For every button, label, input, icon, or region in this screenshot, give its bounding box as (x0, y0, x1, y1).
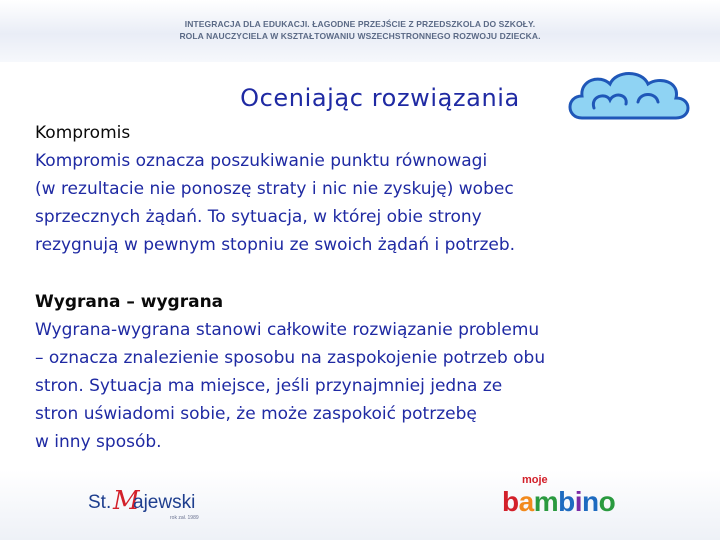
logo-letter: a (518, 486, 534, 517)
logo-signature-m: M (113, 486, 140, 516)
text-line: Wygrana-wygrana stanowi całkowite rozwiązanie problemu (35, 320, 540, 340)
logo-letter: o (598, 486, 616, 517)
header-line-1: INTEGRACJA DLA EDUKACJI. ŁAGODNE PRZEJŚCIE Z PRZEDSZKOLA DO SZKOŁY. (184, 19, 536, 29)
text-line: stron uświadomi sobie, że może zaspokoić potrzebę (35, 404, 477, 424)
text-line: – oznacza znalezienie sposobu na zaspokojenie potrzeb obu (35, 348, 546, 368)
header-line-2: ROLA NAUCZYCIELA W KSZTAŁTOWANIU WSZECHSTRONNEGO ROZWOJU DZIECKA. (179, 31, 541, 41)
logo-bambino (502, 486, 615, 518)
logo-letter: b (558, 486, 575, 517)
st-majewski-logo (88, 488, 218, 528)
section-wygrana-wygrana (35, 288, 705, 456)
moje-bambino-logo (500, 474, 632, 526)
logo-name: ajewski (133, 492, 196, 513)
logo-st: St. (88, 492, 112, 513)
text-line: stron. Sytuacja ma miejsce, jeśli przynajmniej jedna ze (35, 376, 503, 396)
section-kompromis (35, 119, 705, 259)
section-heading: Wygrana – wygrana (35, 292, 224, 312)
text-line: rezygnują w pewnym stopniu ze swoich żądań i potrzeb. (35, 235, 516, 255)
logo-tagline: rok zał. 1989 (170, 515, 199, 521)
text-line: (w rezultacie nie ponoszę straty i nic nie zyskuję) wobec (35, 179, 514, 199)
logo-letter: b (502, 486, 519, 517)
text-line: w inny sposób. (35, 432, 162, 452)
logo-letter: i (574, 486, 582, 517)
section-heading: Kompromis (35, 123, 131, 143)
slide-title: Oceniając rozwiązania (240, 84, 520, 112)
header-text (0, 18, 720, 42)
logo-letter: n (581, 486, 599, 517)
logo-letter: m (533, 486, 559, 517)
text-line: Kompromis oznacza poszukiwanie punktu równowagi (35, 151, 488, 171)
text-line: sprzecznych żądań. To sytuacja, w której obie strony (35, 207, 482, 227)
logo-moje: moje (522, 474, 548, 486)
